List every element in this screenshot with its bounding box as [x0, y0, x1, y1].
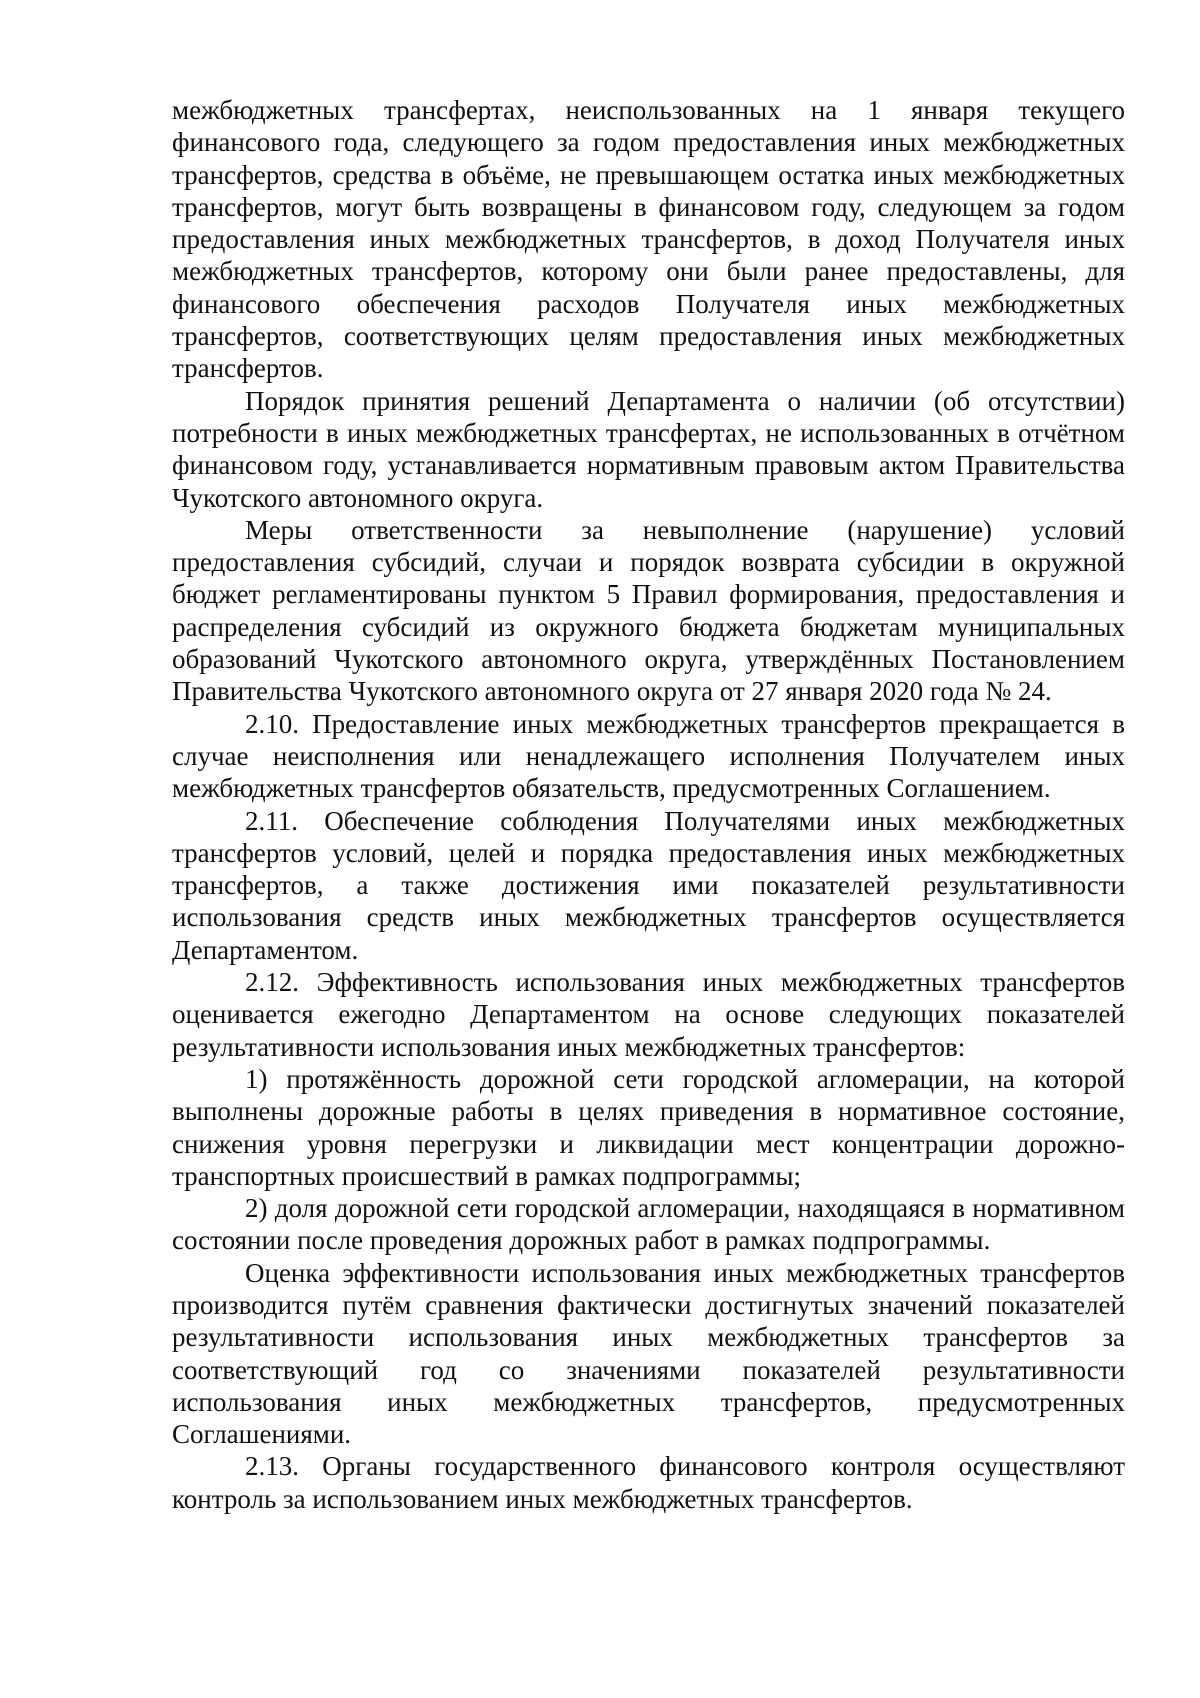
paragraph-decision-procedure: Порядок принятия решений Департамента о наличии (об отсутствии) потребности в иных межбюджетных трансфертах, не использованных в отчётном финансовом году, устанавливается нормативным правовым актом Правительства Чукотского автономного округа.: [172, 385, 1125, 513]
paragraph-responsibility-measures: Меры ответственности за невыполнение (нарушение) условий предоставления субсидий, случаи и порядок возврата субсидии в окружной бюджет регламентированы пунктом 5 Правил формирования, предоставления и распределения субсидий из окружного бюджета бюджетам муниципальных образований Чукотского автономного округа, утверждённых Постановлением Правительства Чукотского автономного округа от 27 января 2020 года № 24.: [172, 514, 1125, 707]
paragraph-efficiency-assessment: Оценка эффективности использования иных межбюджетных трансфертов производится путём сравнения фактически достигнутых значений показателей результативности использования иных межбюджетных трансфертов за соответствующий год со значениями показателей результативности использования иных межбюджетных трансфертов, предусмотренных Соглашениями.: [172, 1257, 1125, 1450]
list-item-1: 1) протяжённость дорожной сети городской агломерации, на которой выполнены дорожные работы в целях приведения в нормативное состояние, снижения уровня перегрузки и ликвидации мест концентрации дорожно-транспортных происшествий в рамках подпрограммы;: [172, 1063, 1125, 1191]
paragraph-2-10: 2.10. Предоставление иных межбюджетных трансфертов прекращается в случае неисполнения или ненадлежащего исполнения Получателем иных межбюджетных трансфертов обязательств, предусмотренных Соглашением.: [172, 708, 1125, 804]
paragraph-2-12: 2.12. Эффективность использования иных межбюджетных трансфертов оценивается ежегодно Департаментом на основе следующих показателей результативности использования иных межбюджетных трансфертов:: [172, 967, 1125, 1062]
paragraph-2-11: 2.11. Обеспечение соблюдения Получателями иных межбюджетных трансфертов условий, целей и порядка предоставления иных межбюджетных трансфертов, а также достижения ими показателей результативности использования средств иных межбюджетных трансфертов осуществляется Департаментом.: [172, 805, 1125, 965]
paragraph-continuation: межбюджетных трансфертах, неиспользованных на 1 января текущего финансового года, следующего за годом предоставления иных межбюджетных трансфертов, средства в объёме, не превышающем остатка иных межбюджетных трансфертов, могут быть возвращены в финансовом году, следующем за годом предоставления иных межбюджетных трансфертов, в доход Получателя иных межбюджетных трансфертов, которому они были ранее предоставлены, для финансового обеспечения расходов Получателя иных межбюджетных трансфертов, соответствующих целям предоставления иных межбюджетных трансфертов.: [172, 95, 1125, 384]
list-item-2: 2) доля дорожной сети городской агломерации, находящаяся в нормативном состоянии после проведения дорожных работ в рамках подпрограммы.: [172, 1193, 1125, 1256]
paragraph-2-13: 2.13. Органы государственного финансового контроля осуществляют контроль за использованием иных межбюджетных трансфертов.: [172, 1451, 1125, 1514]
document-body: [172, 94, 1125, 1515]
